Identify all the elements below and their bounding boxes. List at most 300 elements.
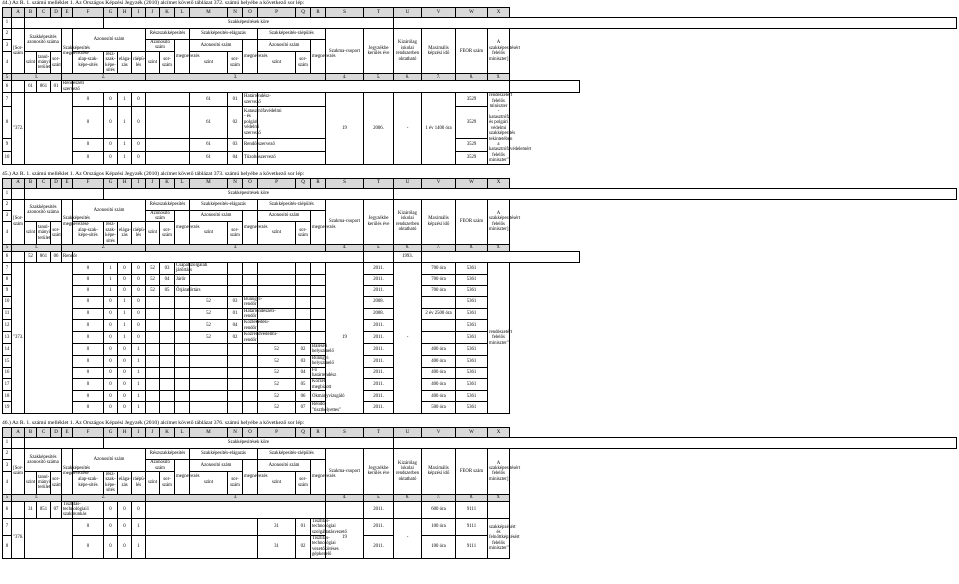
header-megnevezese: Szakképesítés megnevezése [62,29,73,74]
table-cell [12,18,25,29]
cell-ido: 600 óra [422,501,456,518]
cell-rapules: 1 [132,535,146,558]
column-number: 5. [364,494,394,501]
column-number: 2. [62,494,146,501]
cell-alap: 0 [73,379,104,391]
column-number: 6. [394,494,422,501]
cell-sorszam: 06 [296,391,311,402]
cell-feor: 5361 [456,355,488,367]
cell-rapules: 0 [132,308,146,320]
cell-alap: 0 [73,332,104,344]
column-number: 9. [488,74,510,81]
cell-megnevezes [243,274,258,285]
cell-alap: 0 [73,402,104,414]
cell-sorszam-main: "372. [12,93,25,164]
cell-ido [422,320,456,332]
header-szint: szint [258,51,296,74]
column-letter: M [190,178,228,188]
header-azonosito: Szakképesítés azonosító száma [25,29,62,52]
cell-alap: 1 [73,501,104,518]
column-letter: U [394,8,422,18]
cell-ev: 2011. [364,391,394,402]
cell-szint: 61 [190,93,228,107]
header-maximalis: Maximális képzési idő [422,449,456,494]
header-alapszak: alap-szak-képe-sítés [73,222,104,245]
cell-megnevezes: Fő határrendész [312,367,337,379]
column-letter: Q [296,428,311,438]
cell-megnevezes [311,262,326,274]
header-sorszam: sor-szám [296,222,311,245]
cell-szint: 52 [258,391,296,402]
cell-ido: 700 óra [422,285,456,296]
cell-megnevezes: Őrjáratőrtárs [175,285,190,296]
cell-sorszam [296,308,311,320]
table-cell [12,501,25,518]
cell-feor: 5361 [456,379,488,391]
table-cell [146,151,190,164]
cell-sorszam [160,355,175,367]
header-feor: FEOR szám [456,29,488,74]
table-cell [146,535,258,558]
cell-szint [258,274,296,285]
cell-szint [258,285,296,296]
cell-ev: 2011. [364,402,394,414]
cell-sorszam: 07 [51,501,62,518]
column-letter: J [146,178,160,188]
column-letter: M [190,428,228,438]
header-azonosito-szam: Azonosító szám [73,449,146,472]
cell-elagazas: 0 [118,501,132,518]
row-number: 2 [3,29,12,40]
cell-ev: 2011. [364,367,394,379]
cell-megnevezes: Baleseti helyszínelő [312,344,334,355]
column-letter: U [394,428,422,438]
table-cell [146,139,190,152]
table-cell [25,262,73,413]
cell-ev: 2011. [364,344,394,356]
cell-resz: 0 [104,402,118,414]
cell-feor: 5361 [456,367,488,379]
cell-ev: 1993. [394,251,422,262]
column-letter: B [25,428,37,438]
table-cell [12,81,25,93]
cell-sorszam [160,308,175,320]
cell-sorszam [296,262,311,274]
table-cell [25,93,73,164]
cell-sorszam [160,296,175,308]
table-cell [394,18,957,29]
cell-sorszam-main: "376. [12,518,25,558]
row-number: 5 [3,74,12,81]
column-number: 2. [62,74,146,81]
row-number: 16 [3,367,12,379]
cell-megnevezes: Határrendészeti-rendőr [244,308,276,319]
header-tanulmanyi: tanul-mányi terület [37,51,51,74]
header-azonosito: Szakképesítés azonosító száma [25,449,62,472]
cell-elagazas: 1 [118,320,132,332]
header-maximalis: Maximális képzési idő [422,199,456,244]
cell-resz: 0 [104,308,118,320]
header-sorszam: [Sor-szám [12,199,25,244]
table-cell [12,188,25,199]
header-szint: szint [190,222,228,245]
cell-ido: 700 óra [422,262,456,274]
cell-feor: 9111 [456,501,488,518]
header-rapules: Szakképesítés-ráépülés [258,199,326,210]
row-number-cell [3,428,12,438]
header-reszszak: rész-szak-képe-sítés [105,471,116,494]
header-kizarolag: Kizárólag iskolai rendszerben oktatható [394,29,422,74]
column-letter: V [422,428,456,438]
cell-resz: 0 [104,106,118,138]
row-number: 7 [3,262,12,274]
cell-felelos: szakképzésért és felnőttképzésért felelős miniszter" [488,518,510,558]
table-cell [146,106,190,138]
cell-elagazas: 1 [118,106,132,138]
cell-elagazas: 0 [118,262,132,274]
cell-sorszam [160,402,175,414]
header-megnevezes: megnevezés [311,210,326,244]
row-number: 8 [3,274,12,285]
cell-rapules: 1 [132,379,146,391]
column-letter: P [258,8,296,18]
cell-feor: 5361 [456,332,488,344]
header-megnevezes: megnevezés [175,210,190,244]
cell-tanulmanyi: 861 [37,81,51,93]
header-rapules: ráépü-lés [132,51,146,74]
cell-szint: 52 [25,251,37,262]
header-azonosito-szam: Azonosító szám [73,29,146,52]
cell-megnevezes [175,402,190,414]
header-sorszam: sor-szám [228,222,243,245]
cell-ev: 2011. [364,274,394,285]
column-letter: E [62,428,73,438]
header-csoport: Szakma-csoport [326,29,364,74]
column-letter: H [118,428,132,438]
cell-sorszam [296,285,311,296]
cell-alap: 0 [73,262,104,274]
header-reszszak: Részszakképesítés [146,199,190,210]
cell-elagazas: 0 [118,355,132,367]
cell-megnevezes: Tisztítás-technológiai szolgáltatásvezető [312,518,347,535]
row-number: 17 [3,379,12,391]
column-letter: V [422,178,456,188]
header-szint: szint [146,51,160,74]
column-letter: G [104,8,118,18]
cell-csoport: 19 [326,262,364,413]
cell-rapules: 0 [132,106,146,138]
cell-ev: 2008. [364,308,394,320]
cell-elagazas: 1 [118,308,132,320]
column-letter: J [146,8,160,18]
column-letter: G [104,178,118,188]
column-number: 4. [326,74,364,81]
row-number: 4 [3,51,12,74]
table-cell [12,438,25,449]
column-letter: I [132,178,146,188]
header-sorszam: sor-szám [296,471,311,494]
cell-sorszam [296,320,311,332]
header-feor: FEOR szám [456,199,488,244]
column-letter: P [258,178,296,188]
cell-rapules: 0 [132,285,146,296]
header-sorszam: sor-szám [228,471,243,494]
cell-ev: 2011. [364,355,394,367]
header-sorszam: sor-szám [160,471,175,494]
table-cell [394,438,957,449]
cell-megnevezes [243,285,258,296]
cell-megnevezes [175,367,190,379]
column-number: 4. [326,244,364,251]
cell-megnevezes: Katasztrófavédelmi - és polgári védelmi szervező [243,106,258,138]
column-number: 5. [364,74,394,81]
cell-alap: 0 [73,367,104,379]
cell-sorszam: 06 [51,251,62,262]
cell-elagazas: 1 [118,296,132,308]
header-szint: szint [258,222,296,245]
column-letter: C [37,8,51,18]
header-alapszak: alap-szak-képe-sítés [73,471,104,494]
column-letter: O [243,428,258,438]
cell-szint: 61 [190,151,228,164]
cell-megnevezes: Rendőr [62,251,73,262]
table-376 [2,427,957,559]
cell-feor: 5361 [456,296,488,308]
cell-rapules: 0 [132,139,146,152]
header-elagazas: Szakképesítés-elágazás [190,199,258,210]
table-cell [394,188,957,199]
header-felelos: A szakképesítésért felelős miniszter] [488,199,510,244]
row-number: 3 [3,210,12,222]
cell-sorszam [160,344,175,356]
column-letter: T [364,8,394,18]
column-letter: X [488,428,510,438]
row-number: 5 [3,244,12,251]
header-rapules: ráépü-lés [132,471,146,494]
cell-megnevezes [311,332,326,344]
column-letter: S [326,178,364,188]
cell-ido: 400 óra [422,391,456,402]
header-elagazas: Szakképesítés-elágazás [190,29,258,40]
row-number: 5 [3,494,12,501]
cell-szint [190,402,228,414]
cell-ev: 2011. [364,379,394,391]
column-letter: Q [296,8,311,18]
column-letter: L [175,428,190,438]
cell-ev: 2011. [364,320,394,332]
column-number: 7. [422,74,456,81]
cell-ev: 2011. [364,535,394,558]
cell-sorszam: 03 [228,296,243,308]
header-azonosito: Azonosító szám [190,210,243,222]
header-jegyzek: Jegyzékbe kerülés éve [364,29,394,74]
cell-szint: 52 [146,262,160,274]
cell-szint: 52 [258,367,296,379]
header-tanulmanyi: tanul-mányi terület [37,222,51,245]
row-number: 8 [3,106,12,138]
cell-sorszam [228,391,243,402]
cell-sorszam: 02 [228,332,243,344]
header-azonosito: Azonosító szám [146,460,175,472]
cell-ido: 2 év 2500 óra [422,308,456,320]
cell-ido: 100 óra [422,535,456,558]
cell-sorszam-main: "373. [12,262,25,413]
section-title-46: 46.) Az R. 1. számú melléklet 1. Az Országos Képzési Jegyzék (2010) alcímet követő táblázat 376. számú helyébe a következő sor lép: [2,420,305,427]
cell-rapules: 0 [132,274,146,285]
cell-szint: 52 [258,344,296,356]
cell-ido: 500 óra [422,402,456,414]
cell-sorszam [228,274,243,285]
section-title-44: 44.) Az R. 1. számú melléklet 1. Az Országos Képzési Jegyzék (2010) alcímet követő táblázat 372. számú helyébe a következő sor lép: [2,0,305,6]
column-letter: K [160,178,175,188]
cell-szint [146,402,160,414]
column-number: 6. [394,74,422,81]
cell-szint: 52 [190,332,228,344]
header-azonosito: Azonosító szám [146,40,175,52]
cell-ev: 2011. [364,518,394,535]
cell-felelos: rendészetért felelős miniszter" [488,262,510,413]
cell-alap: 0 [73,285,104,296]
cell-szint [146,296,160,308]
cell-szint: 52 [146,274,160,285]
cell-sorszam [160,391,175,402]
column-letter: W [456,428,488,438]
cell-alap: 0 [73,93,104,107]
column-letter: B [25,8,37,18]
cell-rapules: 1 [132,402,146,414]
row-number: 8 [3,535,12,558]
header-sorszam: sor-szám [51,51,62,74]
header-kore: Szakképesítések köre [104,18,394,29]
cell-megnevezes [175,332,190,344]
cell-szint: 52 [190,308,228,320]
row-number: 9 [3,285,12,296]
row-number: 3 [3,40,12,52]
cell-sorszam [228,402,243,414]
cell-ido: 1 év 1400 óra [422,93,456,164]
cell-alap: 0 [73,296,104,308]
table-cell [73,251,364,262]
cell-resz: 0 [104,391,118,402]
table-373 [2,178,957,415]
header-megnevezes: megnevezés [243,210,258,244]
cell-elagazas: 0 [118,367,132,379]
cell-feor: 5361 [456,344,488,356]
cell-sorszam [296,296,311,308]
cell-megnevezes: Rendészeti szervező [63,81,85,92]
cell-megnevezes [175,296,190,308]
column-number: 6. [394,244,422,251]
cell-megnevezes: Közlekedési-rendőr [244,320,270,331]
cell-rapules: 0 [132,262,146,274]
cell-szint: 61 [190,139,228,152]
cell-rapules: 0 [132,93,146,107]
header-azonosito: Azonosító szám [190,460,243,472]
header-szint: szint [25,471,37,494]
header-azonosito: Azonosító szám [258,460,311,472]
column-letter: S [326,428,364,438]
cell-szint: 31 [258,535,296,558]
header-sorszam: sor-szám [160,222,175,245]
cell-elagazas: 1 [118,93,132,107]
header-reszszak: Részszakképesítés [146,449,190,460]
cell-feor: 5361 [456,402,488,414]
header-szint: szint [25,222,37,245]
cell-szint: 52 [146,285,160,296]
cell-sorszam: 04 [296,367,311,379]
cell-szint [190,355,228,367]
cell-elagazas: 1 [118,151,132,164]
header-kizarolag: Kizárólag iskolai rendszerben oktatható [394,449,422,494]
cell-sorszam: 05 [160,285,175,296]
header-megnevezese: Szakképesítés megnevezése [62,449,73,494]
cell-ido: 400 óra [422,355,456,367]
header-szint: szint [258,471,296,494]
cell-rapules: 0 [132,501,146,518]
row-number: 15 [3,355,12,367]
cell-sorszam: 04 [228,320,243,332]
cell-rapules: 1 [132,344,146,356]
row-number-cell [3,8,12,18]
cell-megnevezes [311,320,326,332]
column-letter: R [311,428,326,438]
column-letter: F [73,8,104,18]
header-megnevezes: megnevezés [175,460,190,494]
column-number: 1. [12,244,62,251]
cell-csoport: 19 [326,518,364,558]
cell-elagazas: 0 [118,274,132,285]
cell-kizarolag: - [394,262,422,413]
cell-alap: 0 [73,518,104,535]
cell-ido [422,296,456,308]
cell-sorszam [160,332,175,344]
cell-ev: 2011. [364,501,394,518]
cell-rapules: 0 [132,151,146,164]
cell-elagazas: 1 [118,332,132,344]
cell-megnevezes [243,379,258,391]
cell-alap: 0 [73,391,104,402]
column-number: 8. [456,244,488,251]
column-number: 4. [326,494,364,501]
cell-szint [258,296,296,308]
header-sorszam: sor-szám [51,222,62,245]
section-title-45: 45.) Az R. 1. számú melléklet 1. Az Országos Képzési Jegyzék (2010) alcímet követő táblázat 373. számú helyébe a következő sor lép: [2,170,305,177]
cell-alap: 0 [73,151,104,164]
column-letter: I [132,8,146,18]
table-cell [364,251,394,262]
row-number: 6 [3,251,12,262]
cell-szint [146,367,160,379]
cell-feor: 5361 [456,391,488,402]
cell-sorszam [228,379,243,391]
cell-sorszam: 05 [296,379,311,391]
column-letter: F [73,178,104,188]
cell-ev: 2006. [364,93,394,164]
column-letter: B [25,178,37,188]
column-number: 3. [146,494,326,501]
header-reszszak: rész-szak-képe-sítés [105,222,116,244]
cell-sorszam: 04 [228,151,243,164]
cell-sorszam: 02 [296,535,311,558]
column-letter: L [175,8,190,18]
cell-alap: 0 [73,535,104,558]
cell-ido: 700 óra [422,274,456,285]
cell-rapules: 1 [132,518,146,535]
cell-tanulmanyi: 861 [37,251,51,262]
cell-szint: 52 [258,355,296,367]
cell-feor: 9111 [456,535,488,558]
cell-szint: 52 [190,296,228,308]
